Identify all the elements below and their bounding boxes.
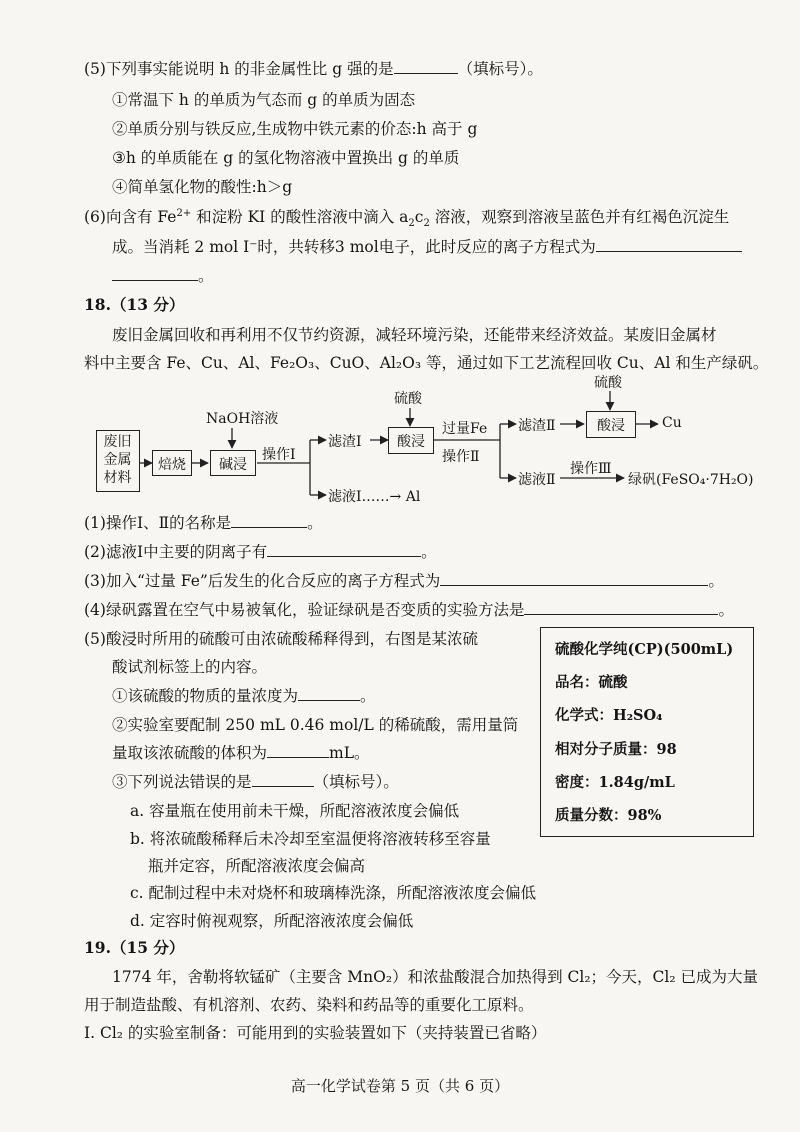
naoh-label: NaOH溶液 [206, 411, 279, 427]
q5-option-3: ③h 的单质能在 g 的氢化物溶液中置换出 g 的单质 [112, 149, 460, 167]
q19-heading: 19.（15 分） [84, 938, 185, 957]
q18-choice-c: c. 配制过程中未对烧杯和玻璃棒洗涤，所配溶液浓度会偏低 [130, 884, 537, 902]
q5-option-2: ②单质分别与铁反应,生成物中铁元素的价态:h 高于 g [112, 120, 478, 138]
q6-line-3: 。 [112, 265, 214, 287]
q18-choice-b-cont: 瓶并定容，所配溶液浓度会偏高 [148, 857, 366, 875]
acid1-label: 硫酸 [394, 391, 422, 407]
q18-choice-b: b. 将浓硫酸稀释后未冷却至室温便将溶液转移至容量 [130, 830, 491, 848]
q18-sub-3-blank[interactable] [440, 570, 708, 586]
q5-option-4: ④简单氢化物的酸性:h＞g [112, 178, 293, 196]
q19-line-2: 用于制造盐酸、有机溶剂、农药、染料和药品等的重要化工原料。 [84, 996, 534, 1014]
q19-line-1: 1774 年，舍勒将软锰矿（主要含 MnO₂）和浓盐酸混合加热得到 Cl₂；今天，Cl₂ 已成为大量 [112, 968, 758, 986]
q18-sub-5-line-2: 酸试剂标签上的内容。 [112, 658, 268, 676]
q18-sub-5-item-1-blank[interactable] [298, 685, 360, 701]
green-vitriol-label: 绿矾(FeSO₄·7H₂O) [628, 472, 754, 488]
q6-line-1: (6)向含有 $Fe^{2+}$ 和淀粉 KI 的酸性溶液中滴入 $a_2c_2$ 溶液，观察到溶液呈蓝色并有红褐色沉淀生 [84, 207, 730, 230]
q18-sub-5-item-2-cont: 量取该浓硫酸的体积为 mL。 [112, 744, 370, 762]
page-footer: 高一化学试卷第 5 页（共 6 页） [290, 1077, 510, 1095]
reagent-label-mass-fraction: 质量分数：98% [555, 807, 662, 824]
q18-sub-5-item-2: ②实验室要配制 250 mL 0.46 mol/L 的稀硫酸，需用量筒 [112, 716, 519, 734]
roast-label: 焙烧 [158, 457, 186, 473]
q18-sub-5-item-2-blank[interactable] [267, 742, 329, 758]
op3-label: 操作Ⅲ [570, 461, 612, 477]
q18-heading: 18.（13 分） [84, 295, 185, 314]
acid-leach1-box [388, 427, 434, 454]
acid2-label: 硫酸 [594, 375, 622, 391]
q18-sub-1-blank[interactable] [231, 512, 307, 528]
q18-sub-4-blank[interactable] [524, 599, 718, 615]
reagent-label-density: 密度：1.84g/mL [555, 774, 675, 791]
q18-sub-2-blank[interactable] [267, 541, 421, 557]
q18-sub-5-item-3-blank[interactable] [252, 771, 314, 787]
excess-fe-label: 过量Fe [442, 421, 488, 437]
q18-sub-5-item-3: ③下列说法错误的是 （填标号）。 [112, 773, 399, 791]
op2-label: 操作Ⅱ [442, 449, 480, 465]
q18-choice-d: d. 定容时俯视观察，所配溶液浓度会偏低 [130, 912, 414, 930]
alkali-leach-box [210, 450, 256, 476]
reagent-label-molar-mass: 相对分子质量：98 [555, 741, 677, 758]
q18-sub-3: (3)加入“过量 Fe”后发生的化合反应的离子方程式为 。 [84, 572, 724, 590]
filtrate2-label: 滤液Ⅱ [518, 472, 556, 488]
q18-sub-4: (4)绿矾露置在空气中易被氧化，验证绿矾是否变质的实验方法是 。 [84, 601, 734, 619]
reagent-label-box [540, 627, 754, 837]
raw-material-box [96, 430, 140, 492]
cu-label: Cu [662, 415, 682, 431]
acid-leach1-label: 酸浸 [397, 434, 425, 450]
q18-choice-a: a. 容量瓶在使用前未干燥，所配溶液浓度会偏低 [130, 802, 460, 820]
q18-intro-1: 废旧金属回收和再利用不仅节约资源，减轻环境污染，还能带来经济效益。某废旧金属材 [112, 326, 717, 344]
residue1-label: 滤渣Ⅰ [328, 434, 362, 450]
filtrate1-label: 滤液Ⅰ……→ Al [328, 489, 421, 505]
q18-sub-1: (1)操作Ⅰ、Ⅱ的名称是 。 [84, 514, 323, 532]
q18-intro-2: 料中主要含 Fe、Cu、Al、Fe₂O₃、CuO、Al₂O₃ 等，通过如下工艺流程回收 Cu、Al 和生产绿矾。 [84, 354, 769, 372]
acid-leach2-label: 酸浸 [597, 418, 625, 434]
residue2-label: 滤渣Ⅱ [518, 418, 556, 434]
reagent-label-name: 品名：硫酸 [555, 674, 628, 691]
op1-label: 操作Ⅰ [262, 447, 296, 463]
q6-line-2: 成。当消耗 2 mol I⁻时，共转移3 mol电子，此时反应的离子方程式为 [112, 236, 742, 258]
q18-sub-2: (2)滤液Ⅰ中主要的阴离子有 。 [84, 543, 437, 561]
q5-option-1: ①常温下 h 的单质为气态而 g 的单质为固态 [112, 91, 416, 109]
reagent-label-title: 硫酸化学纯(CP)(500mL) [555, 641, 734, 658]
reagent-label-formula: 化学式：H₂SO₄ [555, 707, 663, 724]
q5-stem: (5)下列事实能说明 h 的非金属性比 g 强的是 （填标号）。 [84, 60, 543, 78]
roast-box [152, 450, 192, 476]
q19-line-3: Ⅰ. Cl₂ 的实验室制备：可能用到的实验装置如下（夹持装置已省略） [84, 1024, 547, 1042]
alkali-leach-label: 碱浸 [219, 457, 247, 473]
q18-sub-5-line-1: (5)酸浸时所用的硫酸可由浓硫酸稀释得到，右图是某浓硫 [84, 630, 478, 648]
raw-material-label: 废旧 金属 材料 [103, 434, 132, 486]
acid-leach2-box [586, 411, 636, 438]
q18-sub-5-item-1: ①该硫酸的物质的量浓度为 。 [112, 687, 376, 705]
